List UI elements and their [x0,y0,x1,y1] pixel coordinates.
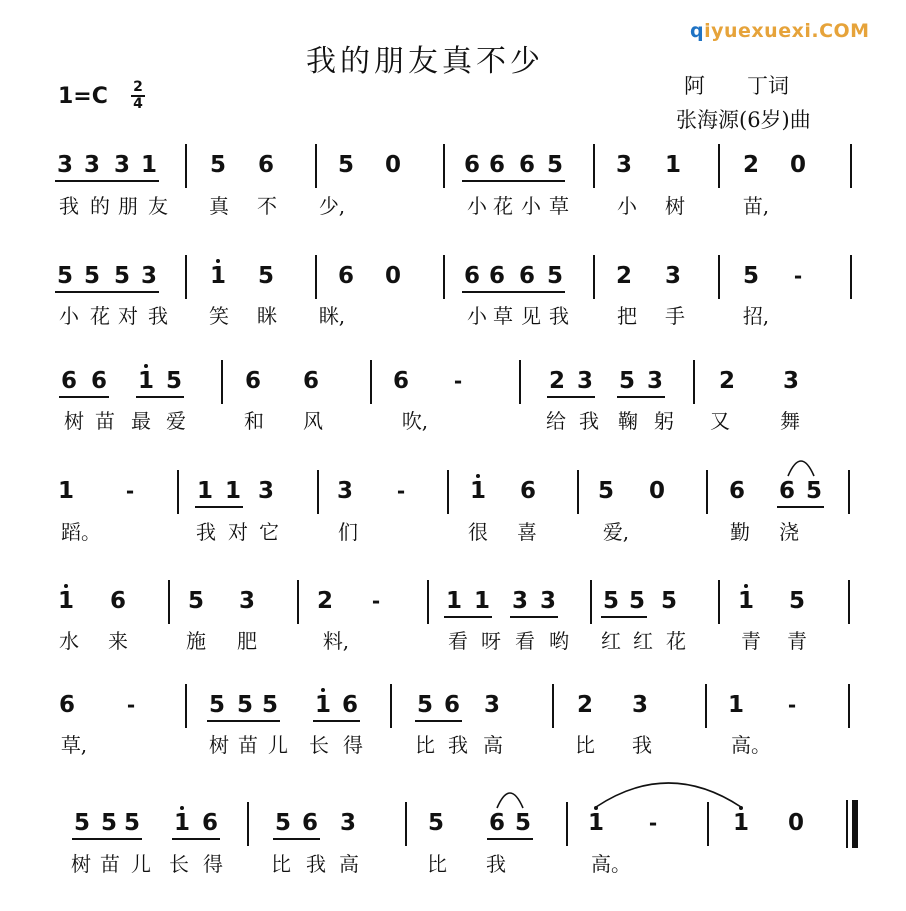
lyric-syllable: 高 [483,733,503,757]
lyric-syllable: 草, [60,733,88,757]
jianpu-note: 3 [238,588,255,614]
lyric-syllable: 长 [309,733,329,757]
jianpu-note: 1 [140,152,157,178]
barline [370,360,372,404]
barline [168,580,170,624]
lyric-syllable: 比 [427,852,447,876]
lyric-syllable: 们 [338,520,358,544]
jianpu-note: 1 [54,588,78,614]
jianpu-note: 0 [787,810,804,836]
high-octave-dot [321,688,325,692]
high-octave-dot [476,474,480,478]
jianpu-note: 5 [602,588,619,614]
jianpu-note: 5 [56,263,73,289]
barline [315,255,317,299]
lyric-syllable: 它 [259,520,279,544]
barline [185,255,187,299]
lyric-syllable: 又 [710,409,730,433]
jianpu-note: 5 [742,263,759,289]
lyric-syllable: 不 [257,194,277,218]
jianpu-note: 5 [100,810,117,836]
lyric-syllable: 最 [131,409,151,433]
jianpu-note: 3 [664,263,681,289]
lyric-syllable: 树 [71,852,91,876]
jianpu-note: 1 [473,588,490,614]
jianpu-note: 1 [311,692,335,718]
jianpu-note: 5 [113,263,130,289]
jianpu-note: 5 [416,692,433,718]
jianpu-note: 5 [83,263,100,289]
barline [850,255,852,299]
jianpu-note: 6 [463,152,480,178]
eighth-beam [510,616,558,618]
lyric-syllable: 朋 [118,194,138,218]
lyric-syllable: 爱, [602,520,630,544]
barline [848,684,850,728]
jianpu-note: 5 [788,588,805,614]
barline [317,470,319,514]
jianpu-note: 3 [257,478,274,504]
barline [593,255,595,299]
lyric-syllable: 我 [579,409,599,433]
jianpu-note: 2 [576,692,593,718]
jianpu-note: 6 [728,478,745,504]
eighth-beam [59,396,109,398]
lyric-syllable: 风 [303,409,323,433]
jianpu-note: 5 [274,810,291,836]
barline [593,144,595,188]
jianpu-note: 6 [337,263,354,289]
jianpu-note: 1 [170,810,194,836]
eighth-beam [273,838,320,840]
jianpu-note: 2 [316,588,333,614]
lyric-syllable: 手 [665,304,685,328]
jianpu-note: 6 [488,152,505,178]
eighth-beam [415,720,462,722]
barline [590,580,592,624]
lyric-syllable: 苗, [742,194,770,218]
final-barline-thin [846,800,848,848]
jianpu-note: 5 [208,692,225,718]
jianpu-note: 1 [445,588,462,614]
lyric-syllable: 长 [169,852,189,876]
lyric-syllable: 比 [575,733,595,757]
lyric-syllable: 看 [515,629,535,653]
lyric-syllable: 勤 [730,520,750,544]
jianpu-note: 6 [778,478,795,504]
lyric-syllable: 和 [244,409,264,433]
lyric-syllable: 施 [186,629,206,653]
jianpu-note: 1 [206,263,230,289]
barline [566,802,568,846]
eighth-beam [777,506,824,508]
lyric-syllable: 吹, [401,409,429,433]
barline [185,144,187,188]
barline [405,802,407,846]
high-octave-dot [216,259,220,263]
lyric-syllable: 小 [467,304,487,328]
barline [315,144,317,188]
lyric-syllable: 儿 [131,852,151,876]
jianpu-note: 1 [196,478,213,504]
jianpu-note: 1 [734,588,758,614]
jianpu-note: 6 [463,263,480,289]
eighth-beam [55,291,159,293]
eighth-beam [195,506,243,508]
final-barline-thick [852,800,858,848]
time-signature-numerator: 2 [133,79,143,95]
lyric-syllable: 树 [209,733,229,757]
lyric-syllable: 我 [148,304,168,328]
barline [447,470,449,514]
high-octave-dot [744,584,748,588]
jianpu-note: 3 [646,368,663,394]
jianpu-note: 5 [73,810,90,836]
lyric-syllable: 浇 [779,520,799,544]
eighth-beam [313,720,360,722]
lyric-syllable: 我 [306,852,326,876]
barline [577,470,579,514]
high-octave-dot [64,584,68,588]
jianpu-note: 5 [618,368,635,394]
barline [706,470,708,514]
lyric-syllable: 把 [617,304,637,328]
eighth-beam [172,838,220,840]
lyric-syllable: 呀 [481,629,501,653]
jianpu-note: 6 [443,692,460,718]
lyric-syllable: 肥 [237,629,257,653]
lyric-syllable: 料, [322,629,350,653]
jianpu-note: 6 [392,368,409,394]
lyric-syllable: 树 [665,194,685,218]
lyric-syllable: 花 [90,304,110,328]
jianpu-note: 5 [261,692,278,718]
lyric-syllable: 树 [64,409,84,433]
lyric-syllable: 得 [203,852,223,876]
jianpu-note: 6 [302,368,319,394]
lyric-syllable: 喜 [517,520,537,544]
lyric-syllable: 给 [546,409,566,433]
song-title: 我的朋友真不少 [306,44,544,79]
tie-arc [497,793,523,808]
jianpu-note: 5 [257,263,274,289]
lyric-syllable: 小 [521,194,541,218]
lyric-syllable: 来 [108,629,128,653]
jianpu-note: 6 [301,810,318,836]
jianpu-note: 6 [58,692,75,718]
jianpu-note: 3 [83,152,100,178]
barline [221,360,223,404]
jianpu-note: 6 [518,263,535,289]
jianpu-note: 0 [384,152,401,178]
barline [848,580,850,624]
key-signature: 1=C [58,84,108,109]
jianpu-note: 3 [631,692,648,718]
jianpu-note: 1 [729,810,753,836]
composer-credit: 张海源(6岁)曲 [676,108,811,132]
lyric-syllable: 苗 [100,852,120,876]
jianpu-note: 6 [244,368,261,394]
jianpu-note: 3 [615,152,632,178]
barline [427,580,429,624]
hold-dash: - [396,479,406,503]
lyric-syllable: 高。 [731,733,771,757]
lyric-syllable: 我 [59,194,79,218]
high-octave-dot [739,806,743,810]
tie-arc [596,783,741,807]
hold-dash: - [787,693,797,717]
lyric-syllable: 眯 [257,304,277,328]
jianpu-note: 3 [140,263,157,289]
lyric-syllable: 舞 [780,409,800,433]
barline [718,144,720,188]
lyric-syllable: 我 [632,733,652,757]
barline [185,684,187,728]
lyric-syllable: 草 [549,194,569,218]
lyric-syllable: 对 [118,304,138,328]
lyric-syllable: 儿 [268,733,288,757]
jianpu-note: 3 [576,368,593,394]
lyric-syllable: 眯, [318,304,346,328]
jianpu-note: 5 [236,692,253,718]
lyric-syllable: 比 [271,852,291,876]
jianpu-note: 3 [511,588,528,614]
barline [247,802,249,846]
lyric-syllable: 哟 [549,629,569,653]
tie-arc [788,461,814,476]
lyric-syllable: 小 [59,304,79,328]
hold-dash: - [126,693,136,717]
jianpu-note: 5 [123,810,140,836]
lyric-syllable: 见 [521,304,541,328]
eighth-beam [72,838,142,840]
jianpu-note: 6 [519,478,536,504]
lyric-syllable: 的 [90,194,110,218]
jianpu-note: 3 [56,152,73,178]
jianpu-note: 6 [60,368,77,394]
eighth-beam [444,616,492,618]
jianpu-note: 6 [518,152,535,178]
hold-dash: - [125,479,135,503]
jianpu-note: 6 [109,588,126,614]
lyric-syllable: 水 [59,629,79,653]
lyricist-credit: 阿 丁词 [684,74,789,98]
lyric-syllable: 少, [318,194,346,218]
jianpu-note: 3 [336,478,353,504]
time-signature-denominator: 4 [133,96,143,112]
jianpu-note: 3 [113,152,130,178]
jianpu-note: 3 [539,588,556,614]
eighth-beam [617,396,665,398]
lyric-syllable: 躬 [654,409,674,433]
barline [443,144,445,188]
lyric-syllable: 苗 [238,733,258,757]
hold-dash: - [793,264,803,288]
jianpu-note: 0 [648,478,665,504]
jianpu-note: 1 [584,810,608,836]
jianpu-note: 1 [727,692,744,718]
jianpu-note: 1 [57,478,74,504]
jianpu-note: 5 [427,810,444,836]
jianpu-note: 5 [805,478,822,504]
eighth-beam [462,291,565,293]
jianpu-note: 5 [628,588,645,614]
lyric-syllable: 高。 [591,852,631,876]
lyric-syllable: 草 [493,304,513,328]
hold-dash: - [648,811,658,835]
lyric-syllable: 真 [209,194,229,218]
lyric-syllable: 友 [148,194,168,218]
eighth-beam [55,180,159,182]
jianpu-note: 6 [201,810,218,836]
lyric-syllable: 红 [633,629,653,653]
barline [519,360,521,404]
eighth-beam [136,396,184,398]
lyric-syllable: 我 [196,520,216,544]
jianpu-note: 6 [488,810,505,836]
eighth-beam [601,616,647,618]
barline [705,684,707,728]
jianpu-note: 5 [165,368,182,394]
jianpu-note: 0 [384,263,401,289]
lyric-syllable: 我 [448,733,468,757]
jianpu-note: 2 [615,263,632,289]
barline [552,684,554,728]
lyric-syllable: 苗 [95,409,115,433]
lyric-syllable: 很 [468,520,488,544]
high-octave-dot [180,806,184,810]
jianpu-note: 1 [224,478,241,504]
jianpu-note: 5 [337,152,354,178]
jianpu-note: 1 [664,152,681,178]
eighth-beam [547,396,595,398]
jianpu-note: 1 [466,478,490,504]
jianpu-note: 5 [209,152,226,178]
jianpu-note: 2 [548,368,565,394]
jianpu-note: 0 [789,152,806,178]
high-octave-dot [594,806,598,810]
barline [850,144,852,188]
barline [390,684,392,728]
jianpu-note: 5 [546,263,563,289]
barline [297,580,299,624]
watermark: qiyuexuexi.COM [690,20,870,42]
lyric-syllable: 红 [601,629,621,653]
lyric-syllable: 鞠 [618,409,638,433]
high-octave-dot [144,364,148,368]
barline [718,580,720,624]
jianpu-note: 5 [660,588,677,614]
jianpu-note: 6 [257,152,274,178]
lyric-syllable: 笑 [209,304,229,328]
lyric-syllable: 小 [467,194,487,218]
lyric-syllable: 蹈。 [61,520,101,544]
eighth-beam [462,180,565,182]
jianpu-note: 3 [483,692,500,718]
jianpu-note: 6 [341,692,358,718]
barline [177,470,179,514]
time-signature [130,80,146,112]
lyric-syllable: 我 [549,304,569,328]
jianpu-note: 5 [597,478,614,504]
lyric-syllable: 高 [339,852,359,876]
lyric-syllable: 得 [343,733,363,757]
hold-dash: - [371,589,381,613]
jianpu-note: 2 [718,368,735,394]
jianpu-note: 5 [546,152,563,178]
jianpu-note: 3 [339,810,356,836]
jianpu-note: 5 [187,588,204,614]
hold-dash: - [453,369,463,393]
barline [707,802,709,846]
eighth-beam [207,720,280,722]
lyric-syllable: 对 [228,520,248,544]
lyric-syllable: 看 [448,629,468,653]
jianpu-note: 1 [134,368,158,394]
jianpu-note: 3 [782,368,799,394]
barline [718,255,720,299]
barline [443,255,445,299]
jianpu-note: 6 [488,263,505,289]
lyric-syllable: 招, [742,304,770,328]
lyric-syllable: 青 [741,629,761,653]
lyric-syllable: 小 [617,194,637,218]
lyric-syllable: 比 [415,733,435,757]
jianpu-note: 5 [514,810,531,836]
lyric-syllable: 爱 [166,409,186,433]
barline [693,360,695,404]
jianpu-note: 2 [742,152,759,178]
lyric-syllable: 花 [493,194,513,218]
lyric-syllable: 花 [666,629,686,653]
lyric-syllable: 青 [787,629,807,653]
jianpu-note: 6 [90,368,107,394]
lyric-syllable: 我 [486,852,506,876]
eighth-beam [487,838,533,840]
barline [848,470,850,514]
